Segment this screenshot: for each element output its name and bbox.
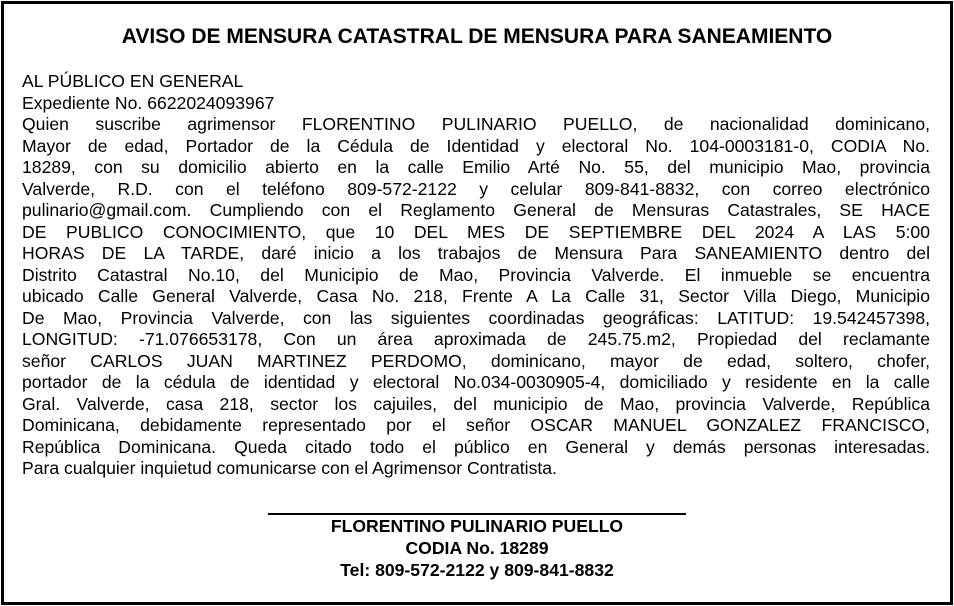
- body-line: Valverde, R.D. con el teléfono 809-572-2122 y celular 809-841-8832, con correo electrónico: [22, 178, 930, 199]
- body-line: portador de la cédula de identidad y electoral No.034-0030905-4, domiciliado y residente en la calle: [22, 372, 930, 392]
- body-line: República Dominicana. Queda citado todo el público en General y demás personas interesadas.: [22, 436, 930, 457]
- notice-title: AVISO DE MENSURA CATASTRAL DE MENSURA PARA SANEAMIENTO: [121, 25, 833, 48]
- body-line: 18289, con su domicilio abierto en la calle Emilio Arté No. 55, del municipio Mao, provincia: [22, 157, 930, 177]
- body-line: señor CARLOS JUAN MARTINEZ PERDOMO, dominicano, mayor de edad, soltero, chofer,: [22, 350, 930, 371]
- body-line: pulinario@gmail.com. Cumpliendo con el Reglamento General de Mensuras Catastrales, SE HACE: [22, 200, 930, 220]
- signatory-name: FLORENTINO PULINARIO PUELLO: [330, 516, 624, 536]
- body-line: Quien suscribe agrimensor FLORENTINO PULINARIO PUELLO, de nacionalidad dominicano,: [22, 114, 930, 134]
- signatory-phones: Tel: 809-572-2122 y 809-841-8832: [340, 560, 614, 580]
- body-line: Mayor de edad, Portador de la Cédula de Identidad y electoral No. 104-0003181-0, CODIA No.: [22, 135, 930, 156]
- body-line: DE PUBLICO CONOCIMIENTO, que 10 DEL MES DE SEPTIEMBRE DEL 2024 A LAS 5:00: [22, 221, 930, 242]
- body-line-last: Para cualquier inquietud comunicarse con el Agrimensor Contratista.: [22, 458, 557, 478]
- body-line: Gral. Valverde, casa 218, sector los cajuiles, del municipio de Mao, provincia Valverde, República: [22, 393, 930, 414]
- body-line: Dominicana, debidamente representado por el señor OSCAR MANUEL GONZALEZ FRANCISCO,: [22, 415, 930, 435]
- body-line: LONGITUD: -71.076653178, Con un área aproximada de 245.75.m2, Propiedad del reclamante: [22, 329, 930, 349]
- signature-block: [4, 515, 950, 581]
- body-line: De Mao, Provincia Valverde, con las siguientes coordinadas geográficas: LATITUD: 19.542457398,: [22, 307, 930, 328]
- notice-body: [22, 71, 930, 480]
- body-line: ubicado Calle General Valverde, Casa No. 218, Frente A La Calle 31, Sector Villa Diego, Municipio: [22, 286, 930, 306]
- body-line: HORAS DE LA TARDE, daré inicio a los trabajos de Mensura Para SANEAMIENTO dentro del: [22, 243, 930, 263]
- file-number-line: Expediente No. 6622024093967: [22, 92, 275, 113]
- signatory-codia: CODIA No. 18289: [405, 538, 549, 558]
- addressee-line: AL PÚBLICO EN GENERAL: [22, 71, 244, 91]
- body-line: Distrito Catastral No.10, del Municipio de Mao, Provincia Valverde. El inmueble se encuentra: [22, 264, 930, 285]
- notice-box: [1, 1, 953, 605]
